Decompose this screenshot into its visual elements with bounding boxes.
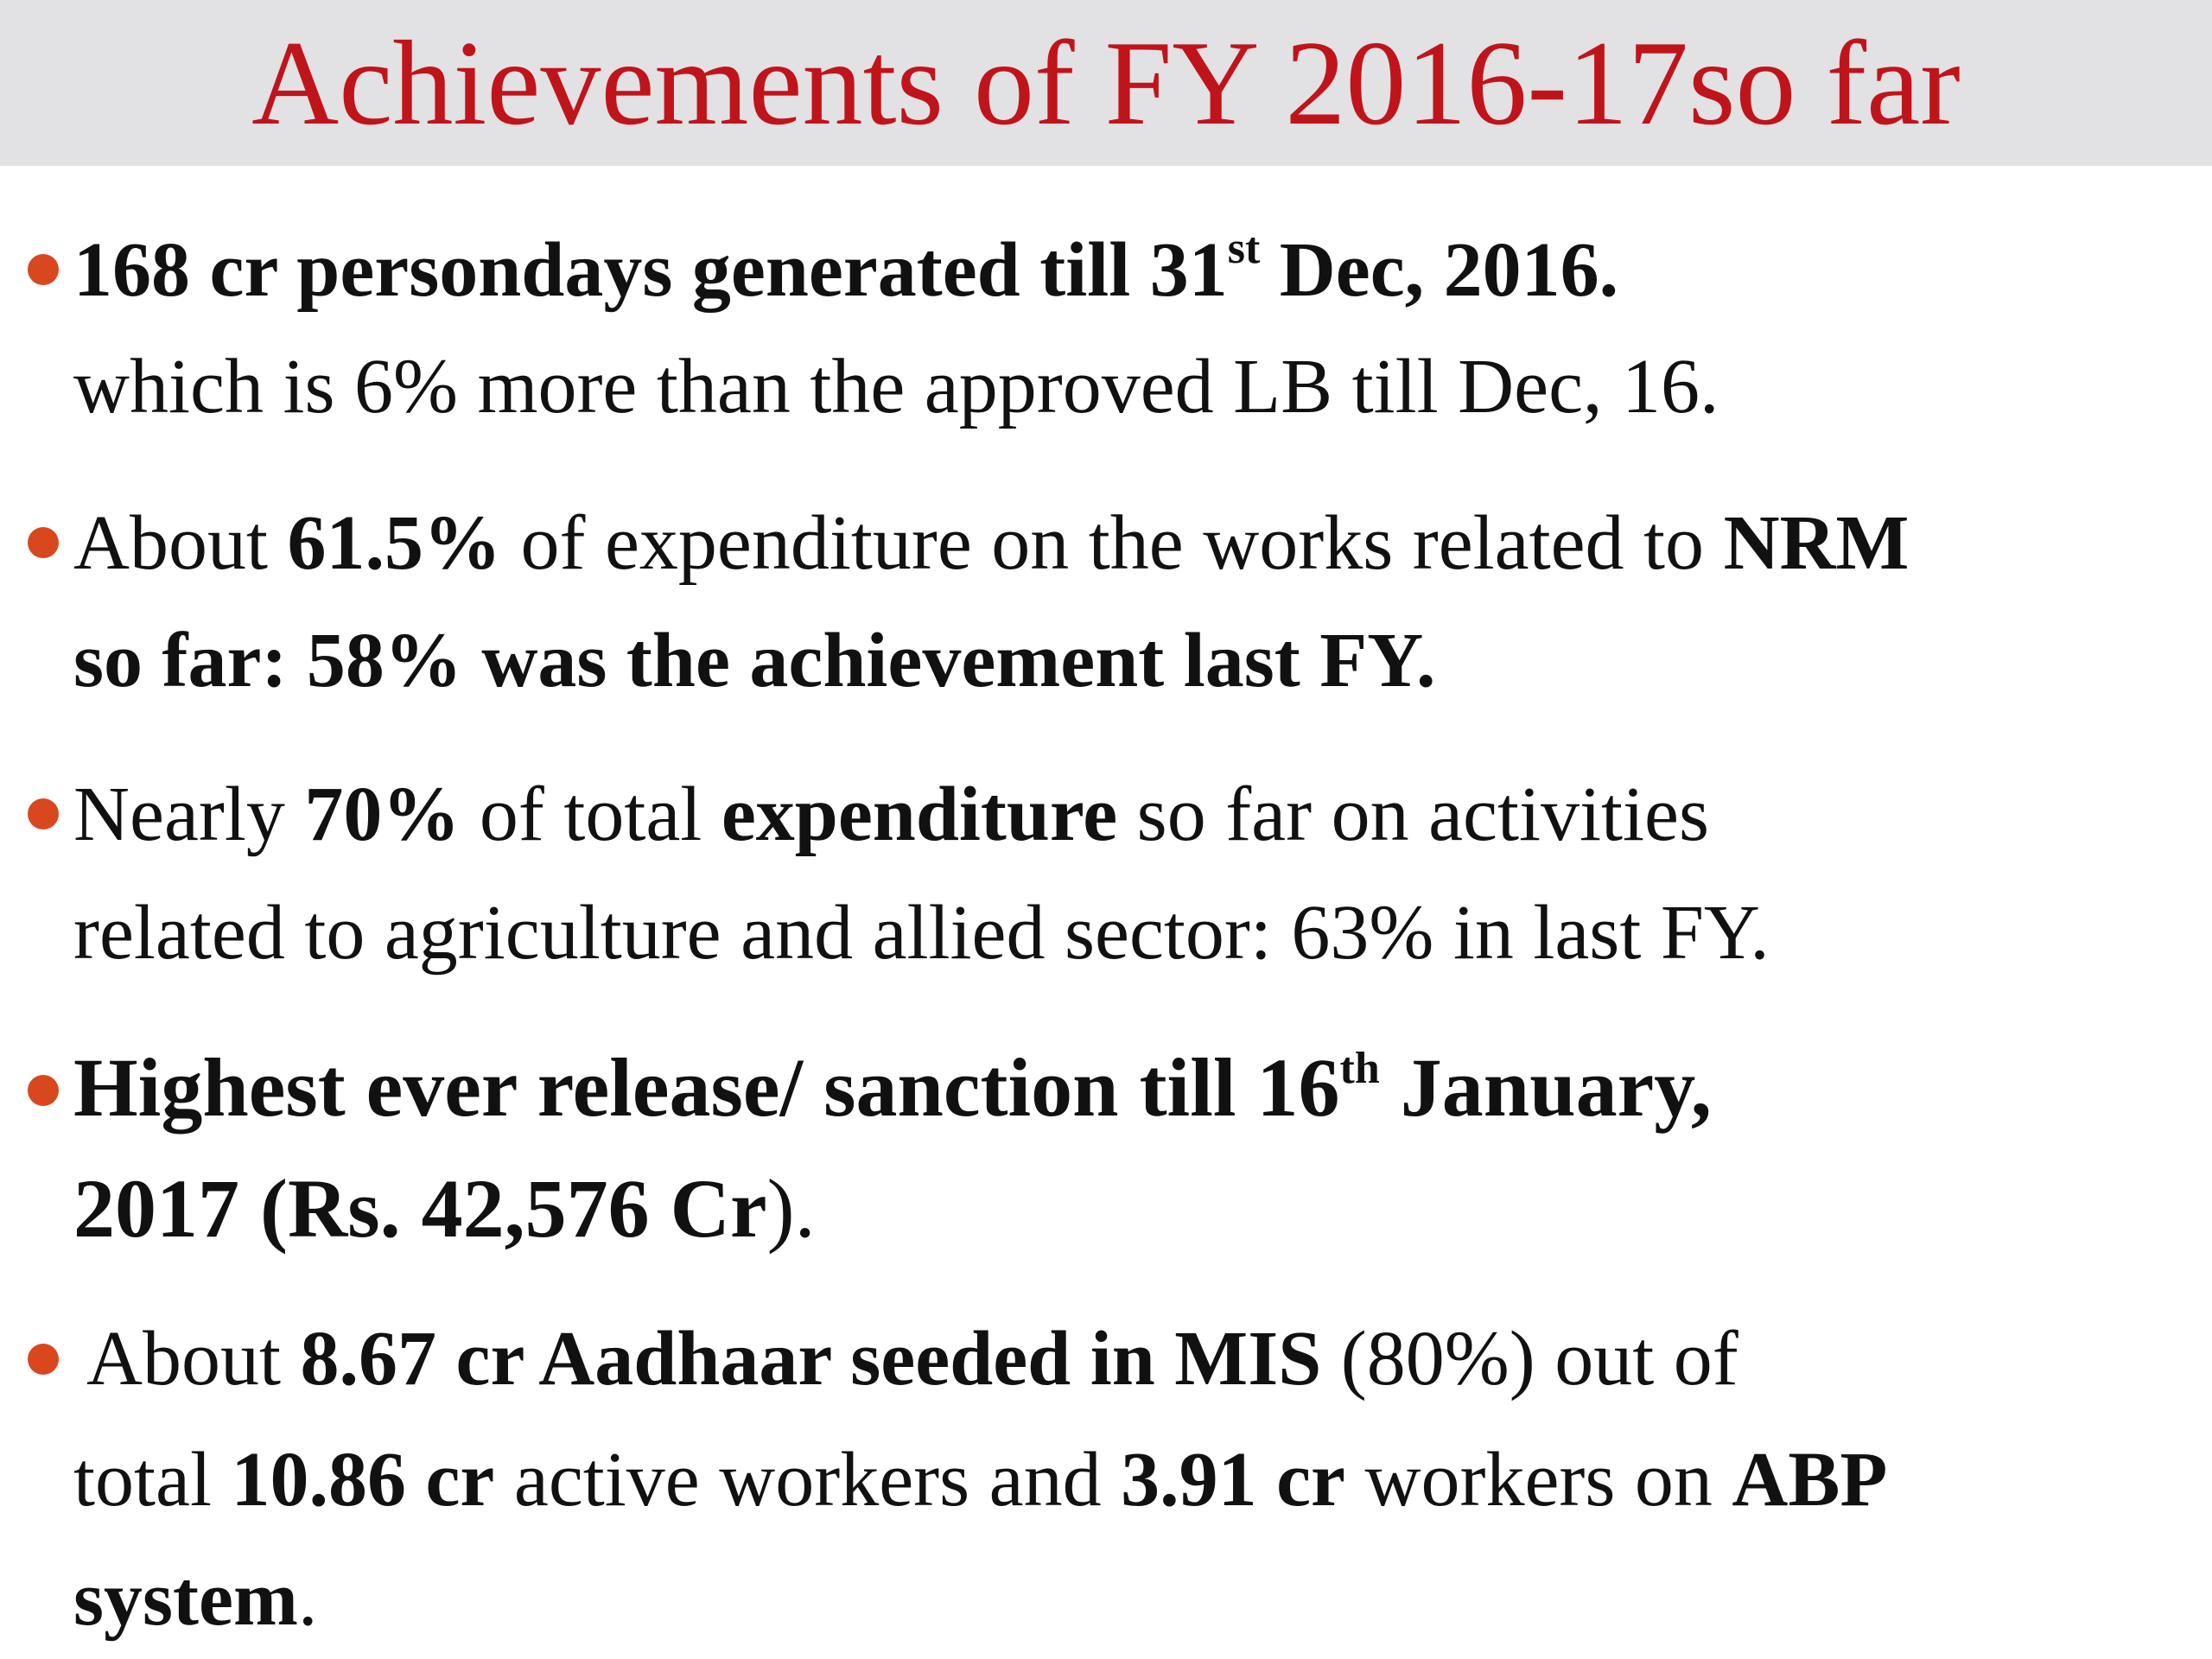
bullet-line: [86, 1312, 1738, 1407]
text-run: Dec, 2016.: [1260, 227, 1619, 313]
bullet-line: [73, 1433, 1887, 1528]
text-run-bold: system: [73, 1556, 298, 1642]
text-run-bold: NRM: [1723, 500, 1910, 586]
text-run-bold: ABP: [1732, 1437, 1888, 1522]
bullet-marker-icon: [28, 254, 59, 285]
text-run: so far on activities: [1117, 772, 1709, 857]
text-run: About: [86, 1316, 301, 1402]
text-run: total: [73, 1437, 232, 1522]
bullet-line: [73, 1040, 1712, 1135]
bullet-line: [73, 223, 1618, 318]
bullet-marker-icon: [28, 798, 59, 830]
bullet-line: [73, 1552, 317, 1647]
bullet-line: which is 6% more than the approved LB till Dec, 16.: [73, 344, 1719, 429]
text-run-bold: Rs. 42,576 Cr: [287, 1162, 767, 1255]
text-run: workers on: [1344, 1437, 1732, 1522]
text-run: Nearly: [73, 772, 305, 857]
bullet-line: [73, 1161, 816, 1256]
text-run: Highest ever release/ sanction till 16: [73, 1041, 1340, 1134]
text-run: January,: [1379, 1041, 1712, 1134]
text-run: About: [73, 500, 288, 586]
text-run: (80%) out of: [1321, 1316, 1738, 1402]
text-run-bold: 3.91 cr: [1121, 1437, 1345, 1522]
bullet-line: [73, 496, 1910, 591]
bullet-line: [73, 767, 1709, 862]
superscript: st: [1227, 224, 1261, 273]
bullet-marker-icon: [28, 1344, 59, 1375]
text-run: .: [297, 1556, 318, 1642]
text-run: of expenditure on the works related to: [501, 500, 1724, 586]
text-run-bold: 10.86 cr: [231, 1437, 495, 1522]
bullet-line: so far: 58% was the achievement last FY.: [73, 618, 1436, 703]
text-run: active workers and: [494, 1437, 1122, 1522]
text-run: 168 cr persondays generated till 31: [73, 227, 1228, 313]
text-run-bold: 61.5%: [287, 500, 501, 586]
slide-title: Achievements of FY 2016-17so far: [251, 16, 1961, 150]
bullet-line: related to agriculture and allied sector: 63% in last FY.: [73, 890, 1770, 976]
bullet-marker-icon: [28, 527, 59, 558]
text-run-bold: expenditure: [721, 772, 1118, 857]
text-run: of total: [460, 772, 721, 857]
text-run-bold: 70%: [304, 772, 461, 857]
text-run: ).: [766, 1162, 816, 1255]
text-run-bold: 2017 (: [73, 1162, 288, 1255]
superscript: th: [1339, 1044, 1380, 1093]
text-run-bold: 8.67 cr Aadhaar seeded in MIS: [300, 1316, 1322, 1402]
bullet-marker-icon: [28, 1075, 59, 1106]
